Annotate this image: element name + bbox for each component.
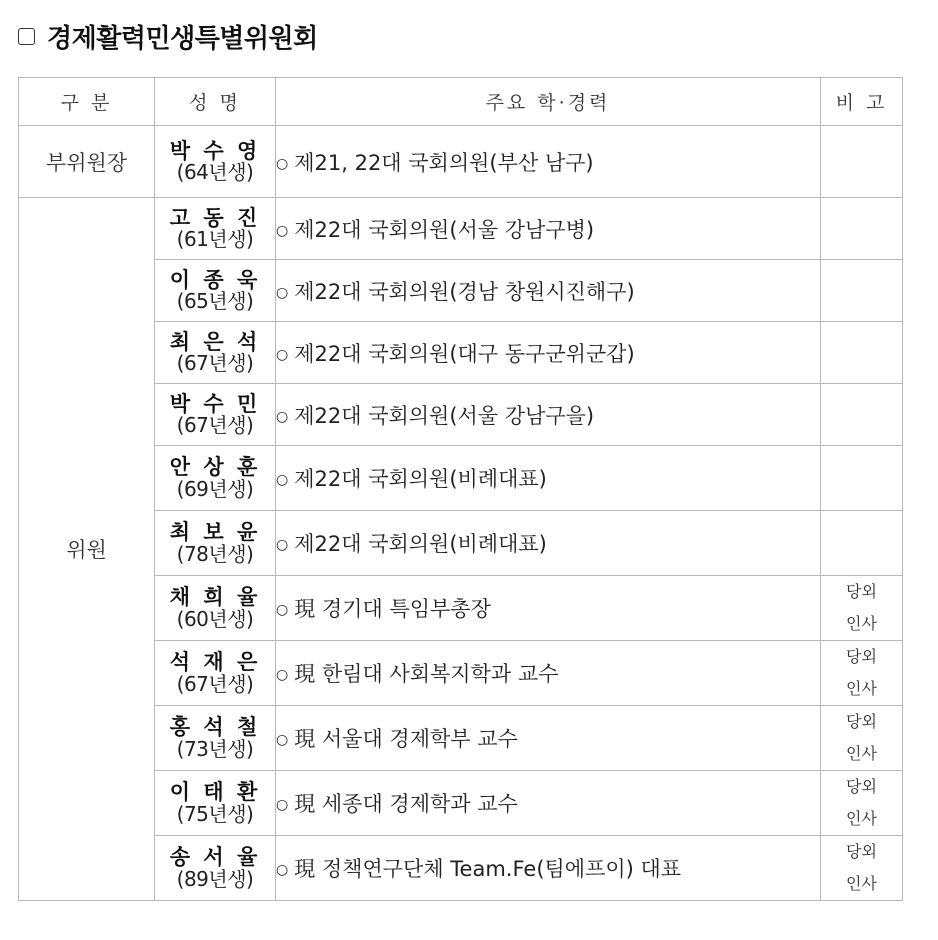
division-cell: 위원 <box>19 198 155 901</box>
member-name: 최 보 윤 <box>169 520 261 545</box>
bullet-icon: ○ <box>276 472 289 488</box>
career-cell <box>276 576 821 641</box>
note-line: 인사 <box>846 809 877 828</box>
career-text: 제22대 국회의원(서울 강남구병) <box>294 217 595 242</box>
career-text: 제22대 국회의원(경남 창원시진해구) <box>294 279 635 304</box>
career-cell <box>276 446 821 511</box>
member-cell <box>155 198 276 260</box>
career-cell <box>276 511 821 576</box>
member-birth-year: (60년생) <box>176 606 254 631</box>
member-birth-year: (73년생) <box>176 736 254 761</box>
member-cell <box>155 260 276 322</box>
career-text: 現 한림대 사회복지학과 교수 <box>294 662 559 686</box>
note-cell <box>821 576 903 641</box>
member-birth-year: (67년생) <box>176 671 254 696</box>
note-cell <box>821 322 903 384</box>
note-cell <box>821 198 903 260</box>
member-name: 박 수 영 <box>169 138 261 163</box>
career-text: 제21, 22대 국회의원(부산 남구) <box>294 150 594 175</box>
career-text: 現 세종대 경제학과 교수 <box>294 792 518 816</box>
member-birth-year: (75년생) <box>176 801 254 826</box>
note-line: 당외 <box>846 712 877 731</box>
bullet-icon: ○ <box>276 284 289 301</box>
member-birth-year: (89년생) <box>176 866 254 891</box>
note-line: 당외 <box>846 842 877 861</box>
note-line: 당외 <box>846 647 877 666</box>
member-name: 최 은 석 <box>169 329 261 354</box>
member-birth-year: (78년생) <box>176 541 254 566</box>
member-cell <box>155 706 276 771</box>
bullet-icon: ○ <box>276 408 289 425</box>
header-division: 구 분 <box>19 78 155 126</box>
member-cell <box>155 511 276 576</box>
career-text: 現 정책연구단체 Team.Fe(팀에프이) 대표 <box>294 857 682 881</box>
note-cell <box>821 836 903 901</box>
member-name: 이 종 욱 <box>169 267 261 292</box>
career-cell <box>276 260 821 322</box>
header-name: 성 명 <box>155 78 276 126</box>
member-birth-year: (64년생) <box>176 160 254 185</box>
member-cell <box>155 836 276 901</box>
career-text: 제22대 국회의원(비례대표) <box>294 467 547 491</box>
page-title: 경제활력민생특별위원회 <box>47 23 318 54</box>
note-line: 인사 <box>846 874 877 893</box>
note-cell <box>821 384 903 446</box>
header-note: 비 고 <box>821 78 903 126</box>
member-cell <box>155 384 276 446</box>
career-text: 제22대 국회의원(서울 강남구을) <box>294 403 595 428</box>
table-row <box>19 198 903 260</box>
member-birth-year: (67년생) <box>176 351 254 376</box>
note-cell <box>821 641 903 706</box>
bullet-icon: ○ <box>276 346 289 363</box>
member-name: 홍 석 철 <box>169 715 261 740</box>
career-cell <box>276 126 821 198</box>
committee-heading <box>18 18 318 54</box>
member-cell <box>155 322 276 384</box>
bullet-icon: ○ <box>276 862 289 878</box>
member-cell <box>155 771 276 836</box>
note-cell <box>821 511 903 576</box>
note-cell <box>821 771 903 836</box>
committee-roster-table <box>18 77 903 901</box>
member-name: 안 상 훈 <box>169 455 261 480</box>
note-line: 인사 <box>846 614 877 633</box>
member-cell <box>155 446 276 511</box>
member-name: 고 동 진 <box>169 205 261 230</box>
career-cell <box>276 836 821 901</box>
career-cell <box>276 641 821 706</box>
note-cell <box>821 446 903 511</box>
note-line: 당외 <box>846 582 877 601</box>
career-text: 現 경기대 특임부총장 <box>294 597 491 621</box>
table-header-row <box>19 78 903 126</box>
member-birth-year: (61년생) <box>176 227 254 252</box>
member-name: 채 희 율 <box>169 585 261 610</box>
member-name: 박 수 민 <box>169 391 261 416</box>
member-cell <box>155 641 276 706</box>
bullet-icon: ○ <box>276 155 289 172</box>
career-cell <box>276 322 821 384</box>
bullet-icon: ○ <box>276 222 289 239</box>
bullet-icon: ○ <box>276 732 289 748</box>
note-cell <box>821 260 903 322</box>
member-cell <box>155 126 276 198</box>
table-row <box>19 126 903 198</box>
career-text: 제22대 국회의원(대구 동구군위군갑) <box>294 341 635 366</box>
checkbox-icon <box>18 28 35 45</box>
career-cell <box>276 771 821 836</box>
member-birth-year: (65년생) <box>176 289 254 314</box>
bullet-icon: ○ <box>276 537 289 553</box>
member-name: 이 태 환 <box>169 780 261 805</box>
division-cell: 부위원장 <box>19 126 155 198</box>
bullet-icon: ○ <box>276 602 289 618</box>
career-cell <box>276 706 821 771</box>
career-cell <box>276 384 821 446</box>
career-text: 제22대 국회의원(비례대표) <box>294 532 547 556</box>
member-birth-year: (67년생) <box>176 413 254 438</box>
member-name: 송 서 율 <box>169 845 261 870</box>
career-cell <box>276 198 821 260</box>
header-career: 주요 학·경력 <box>276 78 821 126</box>
bullet-icon: ○ <box>276 667 289 683</box>
note-line: 당외 <box>846 777 877 796</box>
note-cell <box>821 126 903 198</box>
note-cell <box>821 706 903 771</box>
bullet-icon: ○ <box>276 797 289 813</box>
member-name: 석 재 은 <box>169 650 261 675</box>
career-text: 現 서울대 경제학부 교수 <box>294 727 518 751</box>
member-birth-year: (69년생) <box>176 476 254 501</box>
member-cell <box>155 576 276 641</box>
note-line: 인사 <box>846 744 877 763</box>
note-line: 인사 <box>846 679 877 698</box>
